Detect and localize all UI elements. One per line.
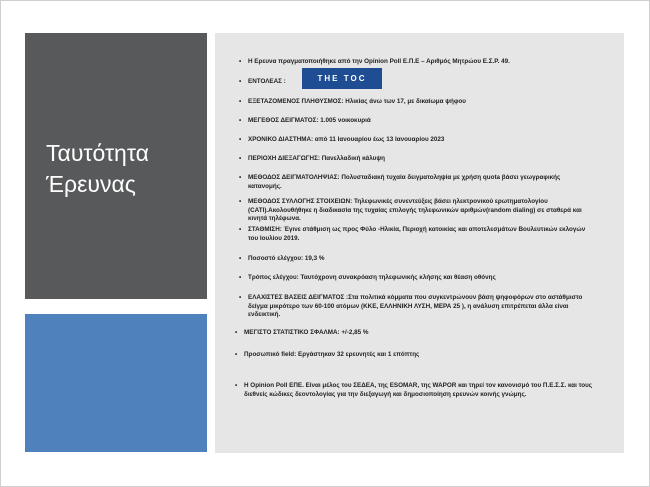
bullet-item: • Η Ερευνα πραγματοποιήθηκε από την Opinion Poll Ε.Π.Ε – Αριθμός Μητρώου Ε.Σ.Ρ. 49. [239, 58, 510, 65]
bullet-item: • ΠΕΡΙΟΧΗ ΔΙΕΞΑΓΩΓΗΣ: Πανελλαδική κάλυψη [239, 155, 385, 162]
slide-title: Ταυτότητα Έρευνας [46, 140, 149, 197]
bullet-item: • ΕΝΤΟΛΕΑΣ : [239, 78, 286, 85]
bullet-item: • ΧΡΟΝΙΚΟ ΔΙΑΣΤΗΜΑ: από 11 Ιανουαρίου έως 13 Ιανουαρίου 2023 [239, 136, 445, 143]
bullet-item: • ΜΕΓΕΘΟΣ ΔΕΙΓΜΑΤΟΣ: 1.005 νοικοκυριά [239, 117, 371, 124]
bullet-item: • Η Opinion Poll ΕΠΕ. Είναι μέλος του ΣΕΔΕΑ, της ESOMAR, της WAPOR και τηρεί τον κανονισμό του Π.Ε.Σ.Σ. και τους διεθνείς κώδικες δεοντολογίας για την διεξαγωγή και δημοσιοποίηση ερευνών κοινής γνώμης. [235, 382, 593, 398]
bullet-item: • ΜΕΓΙΣΤΟ ΣΤΑΤΙΣΤΙΚΟ ΣΦΑΛΜΑ: +/-2,85 % [235, 329, 369, 336]
accent-panel [25, 314, 207, 452]
bullet-item: • ΕΞΕΤΑΖΟΜΕΝΟΣ ΠΛΗΘΥΣΜΟΣ: Ηλικίας άνω των 17, με δικαίωμα ψήφου [239, 98, 466, 105]
the-toc-logo: THE TOC [302, 68, 382, 89]
bullet-item: • Ποσοστό ελέγχου: 19,3 % [239, 255, 325, 262]
bullet-item: • ΜΕΘΟΔΟΣ ΔΕΙΓΜΑΤΟΛΗΨΙΑΣ: Πολυσταδιακή τυχαία δειγματοληψία με χρήση quota βάσει γεωγραφικής κατανομής. [239, 174, 561, 190]
bullet-item: • Προσωπικό field: Εργάστηκαν 32 ερευνητές και 1 επόπτης [235, 351, 420, 358]
bullet-item: • ΣΤΑΘΜΙΣΗ: Έγινε στάθμιση ως προς Φύλο -Ηλικία, Περιοχή κατοικίας και αποτελεσμάτων Βουλευτικών εκλογών του Ιουλίου 2019. [239, 226, 586, 242]
bullet-item: • ΕΛΑΧΙΣΤΕΣ ΒΑΣΕΙΣ ΔΕΙΓΜΑΤΟΣ :Στα πολιτικά κόμματα που συγκεντρώνουν βάση ψηφοφόρων στο αστάθμιστο δείγμα μικρότερο των 60-100 ατόμων (ΚΚΕ, ΕΛΛΗΝΙΚΗ ΛΥΣΗ, ΜΕΡΑ 25 ), η ανάλυση επιτρέπεται άλλα είναι ενδεικτική. [239, 294, 583, 319]
bullet-item: • Τρόπος ελέγχου: Ταυτόχρονη συνακρόαση τηλεφωνικής κλήσης και θέαση οθόνης [239, 274, 496, 281]
bullet-item: • ΜΕΘΟΔΟΣ ΣΥΛΛΟΓΗΣ ΣΤΟΙΧΕΙΩΝ: Τηλεφωνικές συνεντεύξεις βάσει ηλεκτρονικού ερωτηματολογίου (CATI).Ακολουθήθηκε η διαδικασία της τυχαίας επιλογής τηλεφωνικών αριθμών(random dialing) σε σταθερά και κινητά τηλέφωνα. [239, 198, 582, 223]
